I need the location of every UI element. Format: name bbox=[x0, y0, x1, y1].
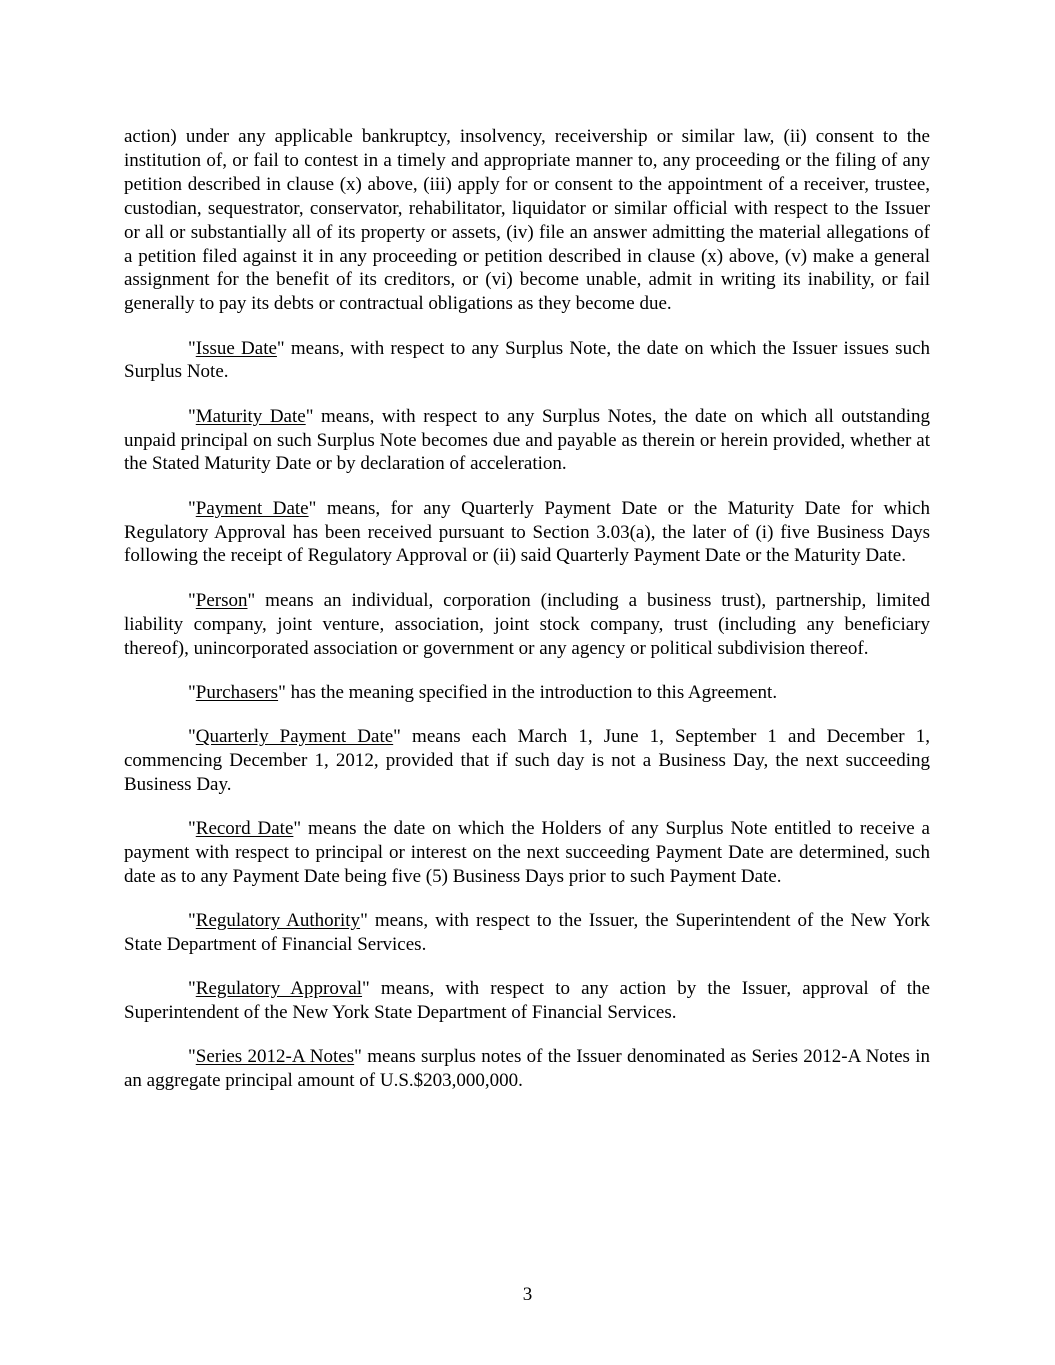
defined-term: Record Date bbox=[195, 817, 294, 839]
definition-text: " means, with respect to the Issuer, the Superintendent of the New York State Department of Financial Services. bbox=[124, 909, 930, 955]
definition-text: " means each March 1, June 1, September 1 and December 1, commencing December 1, 2012, provided that if such day is not a Business Day, the next succeeding Business Day. bbox=[124, 725, 930, 795]
definition-payment-date: "Payment Date" means, for any Quarterly Payment Date or the Maturity Date for which Regulatory Approval has been received pursuant to Section 3.03(a), the later of (i) five Business Days following the receipt of Regulatory Approval or (ii) said Quarterly Payment Date or the Maturity Date. bbox=[124, 497, 930, 567]
defined-term: Series 2012-A Notes bbox=[195, 1046, 355, 1068]
defined-term: Payment Date bbox=[195, 497, 309, 519]
definition-text: " means surplus notes of the Issuer denominated as Series 2012-A Notes in an aggregate principal amount of U.S.$203,000,000. bbox=[124, 1046, 930, 1092]
defined-term: Quarterly Payment Date bbox=[195, 725, 394, 747]
definition-regulatory-approval: "Regulatory Approval" means, with respect to any action by the Issuer, approval of the Superintendent of the New York State Department of Financial Services. bbox=[124, 978, 930, 1023]
defined-term: Purchasers bbox=[195, 681, 279, 703]
definition-issue-date: "Issue Date" means, with respect to any Surplus Note, the date on which the Issuer issues such Surplus Note. bbox=[124, 337, 931, 383]
defined-term: Maturity Date bbox=[195, 405, 306, 427]
definition-quarterly-payment-date: "Quarterly Payment Date" means each March 1, June 1, September 1 and December 1, commencing December 1, 2012, provided that if such day is not a Business Day, the next succeeding Business Day. bbox=[124, 725, 930, 795]
defined-term: Regulatory Authority bbox=[195, 909, 361, 931]
defined-term: Person bbox=[195, 589, 248, 611]
definition-regulatory-authority: "Regulatory Authority" means, with respect to the Issuer, the Superintendent of the New York State Department of Financial Services. bbox=[124, 909, 930, 955]
definition-text: " means an individual, corporation (including a business trust), partnership, limited liability company, joint venture, association, joint stock company, trust (including any beneficiary thereof), unincorporated association or government or any agency or political subdivision thereof. bbox=[124, 589, 930, 659]
definition-text: " has the meaning specified in the introduction to this Agreement. bbox=[278, 681, 778, 703]
definition-text: " means, with respect to any Surplus Note, the date on which the Issuer issues such Surplus Note. bbox=[124, 337, 931, 383]
document-page bbox=[124, 125, 930, 1113]
page-number: 3 bbox=[522, 1284, 533, 1305]
defined-term: Issue Date bbox=[195, 337, 277, 359]
intro-paragraph: action) under any applicable bankruptcy, insolvency, receivership or similar law, (ii) consent to the institution of, or fail to contest in a timely and appropriate manner to, any proceeding or the filing of any petition described in clause (x) above, (iii) apply for or consent to the appointment of a receiver, trustee, custodian, sequestrator, conservator, rehabilitator, liquidator or similar official with respect to the Issuer or all or substantially all of its property or assets, (iv) file an answer admitting the material allegations of a petition filed against it in any proceeding or petition described in clause (x) above, (v) make a general assignment for the benefit of its creditors, or (vi) become unable, admit in writing its inability, or fail generally to pay its debts or contractual obligations as they become due. bbox=[124, 126, 930, 315]
definition-record-date: "Record Date" means the date on which the Holders of any Surplus Note entitled to receive a payment with respect to principal or interest on the next succeeding Payment Date are determined, such date as to any Payment Date being five (5) Business Days prior to such Payment Date. bbox=[124, 817, 930, 887]
definition-purchasers: "Purchasers" has the meaning specified in the introduction to this Agreement. bbox=[188, 681, 778, 703]
definition-person: "Person" means an individual, corporation (including a business trust), partnership, limited liability company, joint venture, association, joint stock company, trust (including any beneficiary thereof), unincorporated association or government or any agency or political subdivision thereof. bbox=[124, 589, 930, 659]
definition-text: " means the date on which the Holders of any Surplus Note entitled to receive a payment with respect to principal or interest on the next succeeding Payment Date are determined, such date as to any Payment Date being five (5) Business Days prior to such Payment Date. bbox=[124, 817, 930, 887]
definition-text: " means, with respect to any Surplus Notes, the date on which all outstanding unpaid principal on such Surplus Note becomes due and payable as therein or herein provided, whether at the Stated Maturity Date or by declaration of acceleration. bbox=[124, 405, 930, 475]
definition-series-2012-a-notes: "Series 2012-A Notes" means surplus notes of the Issuer denominated as Series 2012-A Notes in an aggregate principal amount of U.S.$203,000,000. bbox=[124, 1046, 930, 1092]
definition-maturity-date: "Maturity Date" means, with respect to any Surplus Notes, the date on which all outstanding unpaid principal on such Surplus Note becomes due and payable as therein or herein provided, whether at the Stated Maturity Date or by declaration of acceleration. bbox=[124, 405, 930, 475]
definition-text: " means, with respect to any action by the Issuer, approval of the Superintendent of the New York State Department of Financial Services. bbox=[124, 978, 930, 1023]
defined-term: Regulatory Approval bbox=[195, 978, 363, 1000]
definition-text: " means, for any Quarterly Payment Date or the Maturity Date for which Regulatory Approval has been received pursuant to Section 3.03(a), the later of (i) five Business Days following the receipt of Regulatory Approval or (ii) said Quarterly Payment Date or the Maturity Date. bbox=[124, 497, 930, 567]
